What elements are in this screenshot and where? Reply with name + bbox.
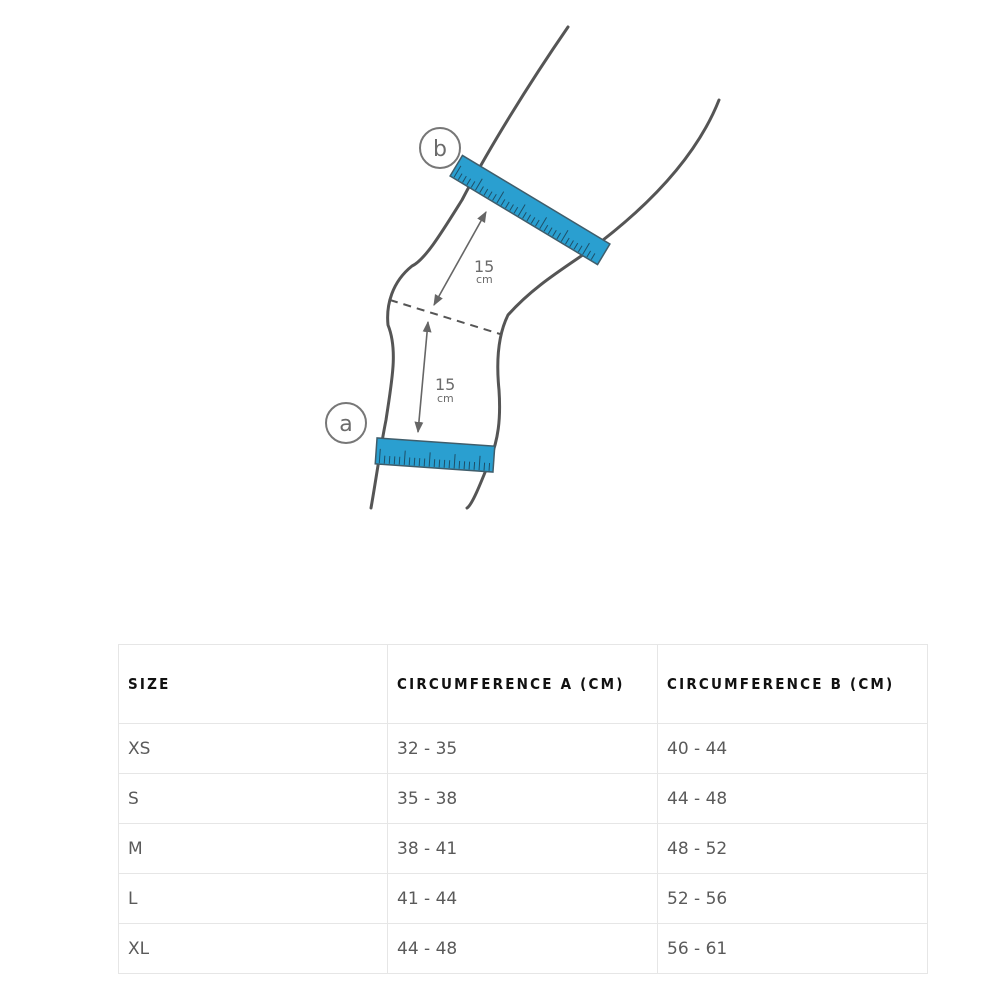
circumference-a-cell: 44 - 48 [388,924,658,974]
lower-distance-unit: cm [437,392,454,405]
size-cell: XS [119,724,388,774]
circumference-b-cell: 44 - 48 [658,774,928,824]
measuring-band-a [375,438,495,472]
table-row [119,824,928,874]
circumference-a-cell: 35 - 38 [388,774,658,824]
upper-distance-unit: cm [476,273,493,286]
table-row [119,774,928,824]
lower-distance-value: 15 [435,375,456,394]
label-b-marker [420,128,460,168]
size-cell: M [119,824,388,874]
lower-distance-arrow [418,322,428,432]
size-cell: S [119,774,388,824]
circumference-a-cell: 41 - 44 [388,874,658,924]
label-a-marker [326,403,366,443]
label-a: a [339,412,353,437]
circumference-a-cell: 32 - 35 [388,724,658,774]
leg-outline-front [467,100,719,508]
header-circumference-a: CIRCUMFERENCE A (CM) [388,645,658,724]
size-cell: L [119,874,388,924]
knee-center-line [390,300,500,334]
header-size: SIZE [119,645,388,724]
table-row [119,924,928,974]
label-b: b [433,137,447,162]
size-chart-table [118,644,928,974]
circumference-b-cell: 52 - 56 [658,874,928,924]
circumference-b-cell: 40 - 44 [658,724,928,774]
header-circumference-b: CIRCUMFERENCE B (CM) [658,645,928,724]
measuring-band-b [450,155,610,264]
table-row [119,724,928,774]
circumference-b-cell: 48 - 52 [658,824,928,874]
table-row [119,874,928,924]
table-header-row [119,645,928,724]
upper-distance-value: 15 [474,257,495,276]
circumference-b-cell: 56 - 61 [658,924,928,974]
circumference-a-cell: 38 - 41 [388,824,658,874]
leg-outline-back [371,27,568,508]
size-cell: XL [119,924,388,974]
